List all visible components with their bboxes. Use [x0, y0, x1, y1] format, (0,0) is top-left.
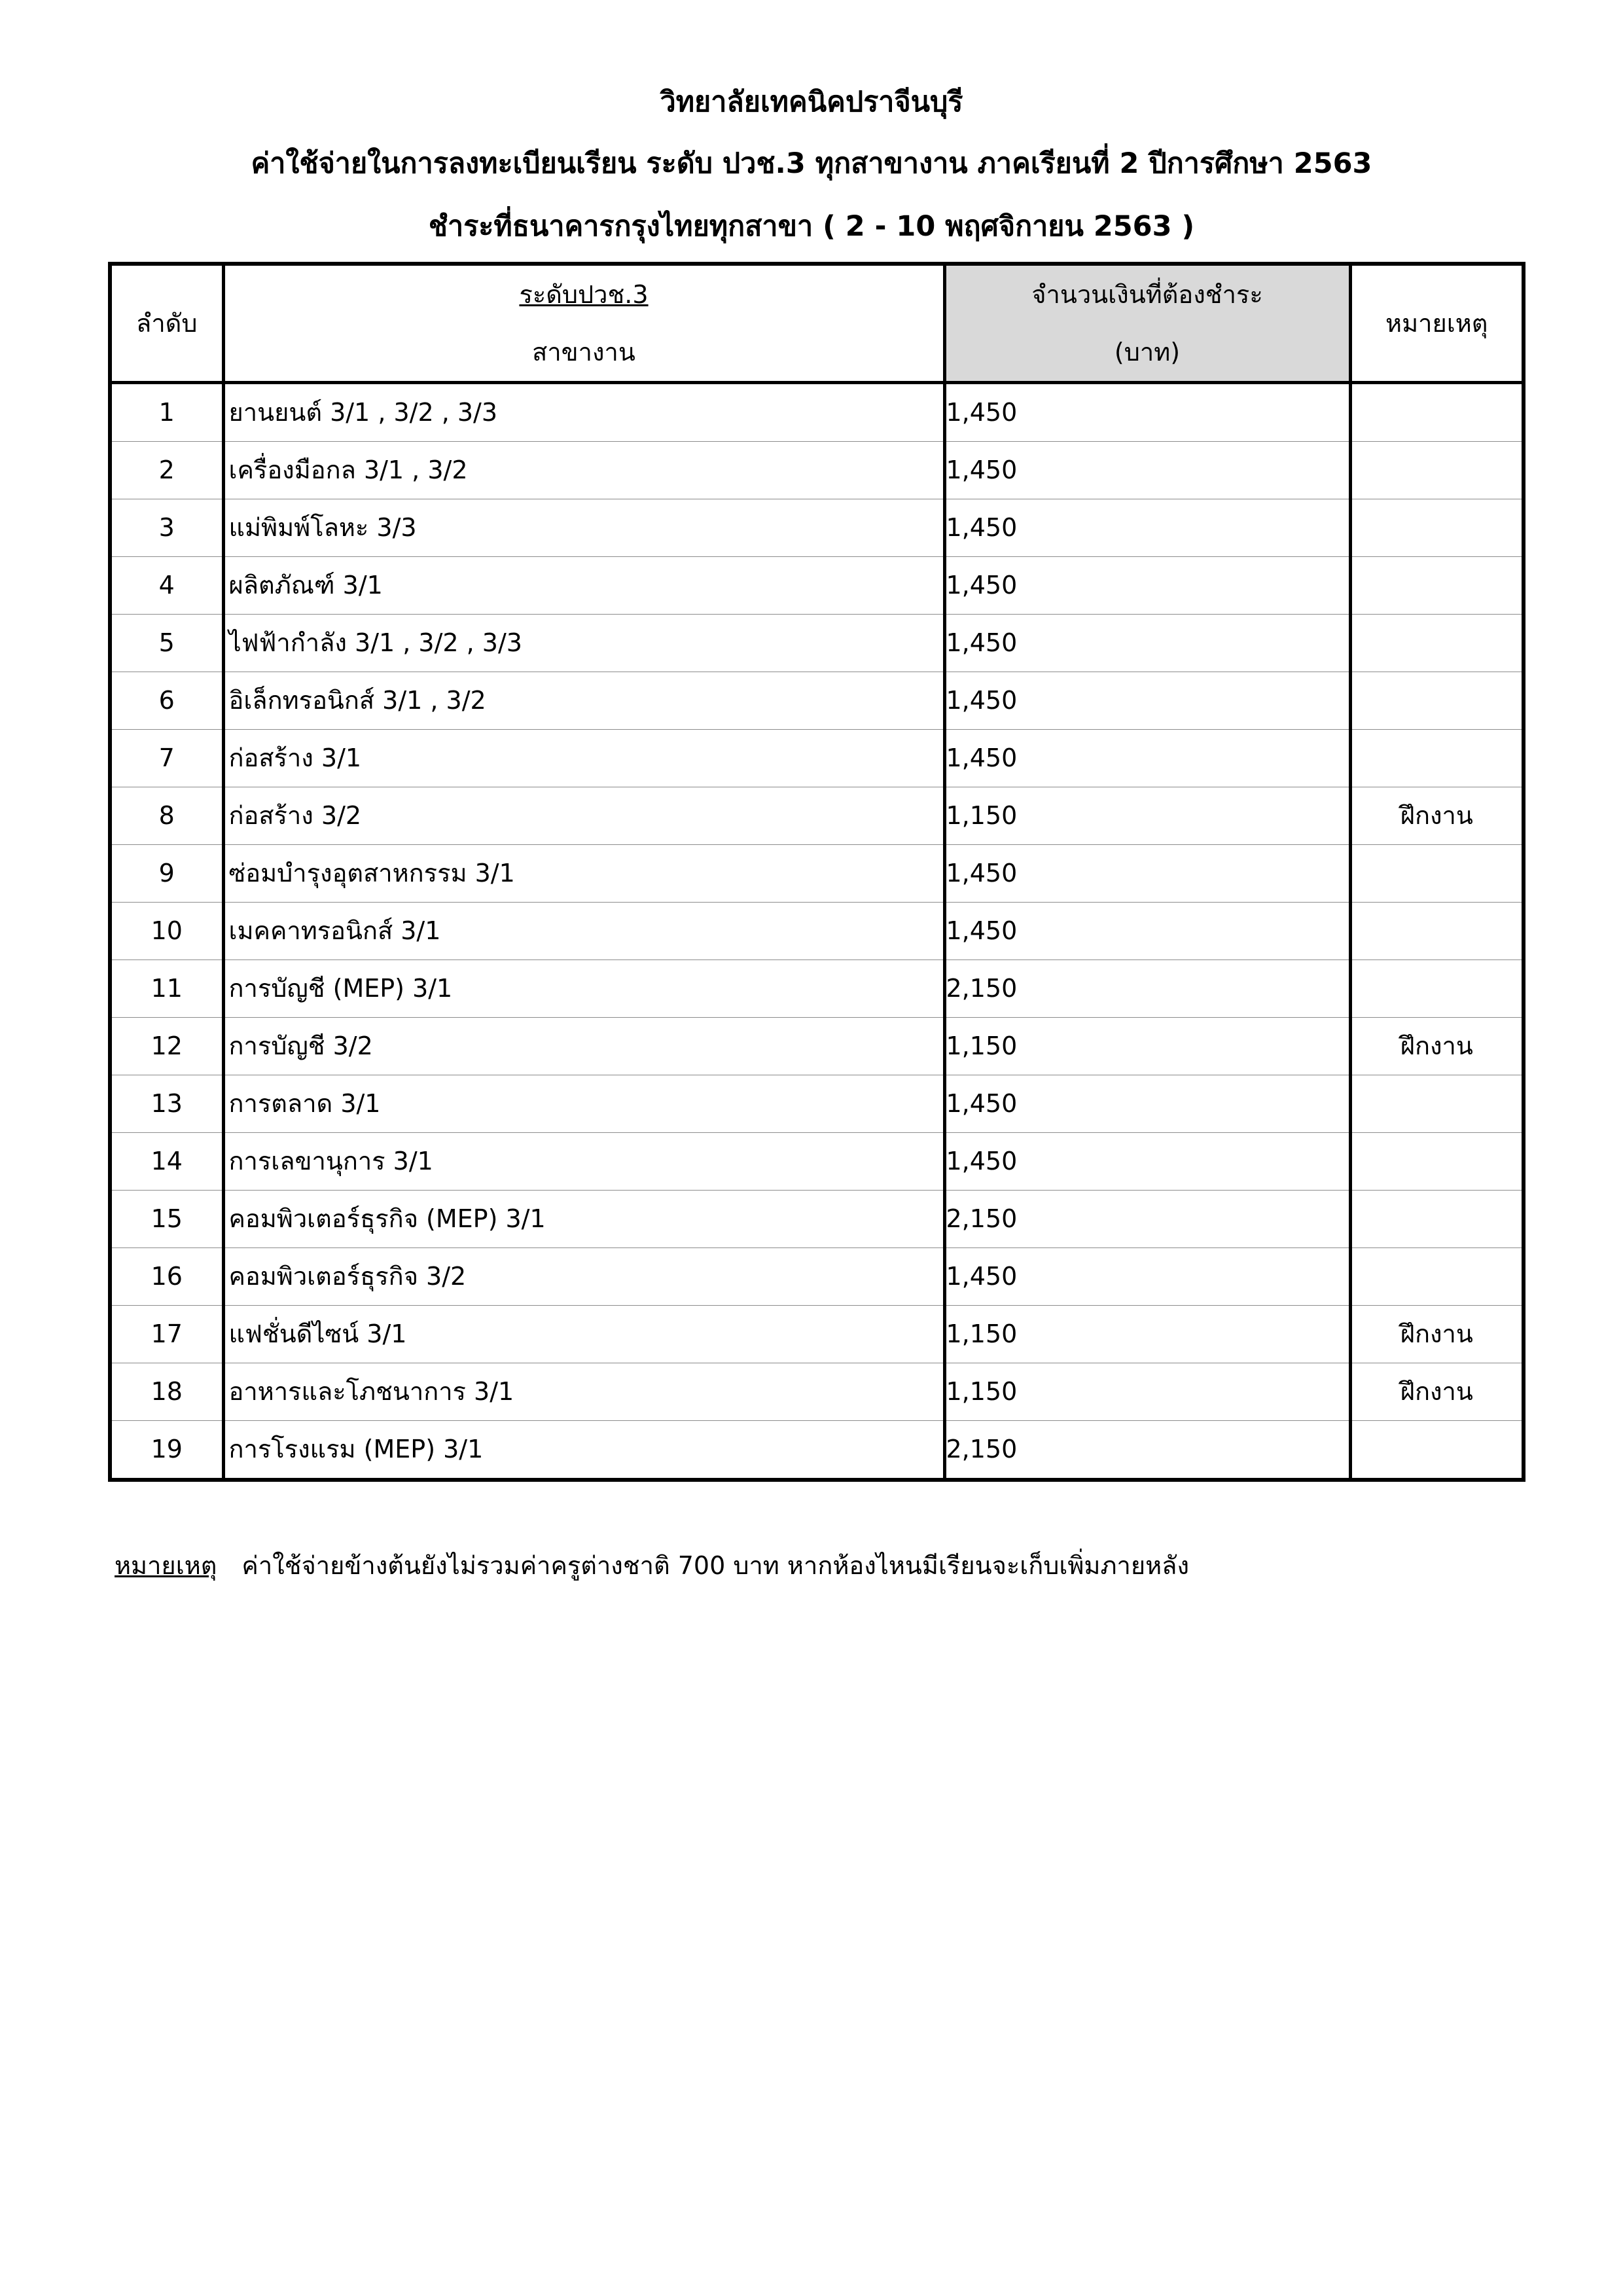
table-row	[110, 672, 1524, 730]
row-field-name: คอมพิวเตอร์ธุรกิจ (MEP) 3/1	[223, 1191, 944, 1248]
row-number: 14	[110, 1133, 223, 1191]
row-number: 9	[110, 845, 223, 903]
row-note	[1350, 960, 1524, 1018]
row-field-name: ไฟฟ้ากำลัง 3/1 , 3/2 , 3/3	[223, 615, 944, 672]
row-amount: 1,450	[944, 615, 1350, 672]
row-number: 17	[110, 1306, 223, 1363]
row-note	[1350, 1075, 1524, 1133]
row-field-name: การบัญชี (MEP) 3/1	[223, 960, 944, 1018]
row-amount: 1,450	[944, 845, 1350, 903]
row-field-name: อิเล็กทรอนิกส์ 3/1 , 3/2	[223, 672, 944, 730]
table-row	[110, 557, 1524, 615]
row-number: 12	[110, 1018, 223, 1075]
row-field-name: การบัญชี 3/2	[223, 1018, 944, 1075]
college-title: วิทยาลัยเทคนิคปราจีนบุรี	[660, 86, 963, 118]
row-note	[1350, 1421, 1524, 1480]
header-field	[223, 264, 944, 383]
row-field-name: เครื่องมือกล 3/1 , 3/2	[223, 442, 944, 499]
row-number: 13	[110, 1075, 223, 1133]
document-subtitle: ค่าใช้จ่ายในการลงทะเบียนเรียน ระดับ ปวช.3 ทุกสาขางาน ภาคเรียนที่ 2 ปีการศึกษา 2563	[251, 147, 1372, 180]
row-number: 5	[110, 615, 223, 672]
header-note-label: หมายเหตุ	[1385, 309, 1488, 338]
row-amount: 1,450	[944, 499, 1350, 557]
row-number: 7	[110, 730, 223, 787]
row-note	[1350, 557, 1524, 615]
row-amount: 2,150	[944, 1191, 1350, 1248]
row-note	[1350, 499, 1524, 557]
row-number: 8	[110, 787, 223, 845]
row-field-name: ก่อสร้าง 3/2	[223, 787, 944, 845]
row-amount: 1,450	[944, 1133, 1350, 1191]
table-row	[110, 1248, 1524, 1306]
row-note	[1350, 730, 1524, 787]
row-note	[1350, 1248, 1524, 1306]
table-row	[110, 903, 1524, 960]
header-no-label: ลำดับ	[136, 309, 198, 338]
row-amount: 1,450	[944, 442, 1350, 499]
row-note: ฝึกงาน	[1350, 1306, 1524, 1363]
table-row	[110, 1363, 1524, 1421]
row-note	[1350, 1191, 1524, 1248]
row-number: 11	[110, 960, 223, 1018]
table-header-row	[110, 264, 1524, 383]
table-row	[110, 1075, 1524, 1133]
row-field-name: คอมพิวเตอร์ธุรกิจ 3/2	[223, 1248, 944, 1306]
row-amount: 1,150	[944, 787, 1350, 845]
table-row	[110, 383, 1524, 442]
row-amount: 1,450	[944, 1248, 1350, 1306]
row-amount: 2,150	[944, 960, 1350, 1018]
row-amount: 1,450	[944, 730, 1350, 787]
row-field-name: ยานยนต์ 3/1 , 3/2 , 3/3	[223, 383, 944, 442]
table-row	[110, 1421, 1524, 1480]
row-number: 4	[110, 557, 223, 615]
row-number: 19	[110, 1421, 223, 1480]
row-amount: 1,450	[944, 1075, 1350, 1133]
header-no	[110, 264, 223, 383]
row-field-name: แม่พิมพ์โลหะ 3/3	[223, 499, 944, 557]
header-field-label: สาขางาน	[532, 338, 635, 367]
row-field-name: เมคคาทรอนิกส์ 3/1	[223, 903, 944, 960]
row-amount: 2,150	[944, 1421, 1350, 1480]
row-number: 1	[110, 383, 223, 442]
row-note: ฝึกงาน	[1350, 1363, 1524, 1421]
table-row	[110, 442, 1524, 499]
row-field-name: ก่อสร้าง 3/1	[223, 730, 944, 787]
row-field-name: ซ่อมบำรุงอุตสาหกรรม 3/1	[223, 845, 944, 903]
header-level-label: ระดับปวช.3	[519, 280, 649, 309]
fee-table	[108, 262, 1525, 1482]
row-amount: 1,450	[944, 903, 1350, 960]
row-note	[1350, 383, 1524, 442]
row-note	[1350, 615, 1524, 672]
table-row	[110, 499, 1524, 557]
table-row	[110, 1018, 1524, 1075]
row-number: 10	[110, 903, 223, 960]
table-row	[110, 960, 1524, 1018]
table-body	[110, 383, 1524, 1480]
row-note	[1350, 1133, 1524, 1191]
row-note	[1350, 903, 1524, 960]
row-number: 16	[110, 1248, 223, 1306]
row-number: 6	[110, 672, 223, 730]
footnote-text: ค่าใช้จ่ายข้างต้นยังไม่รวมค่าครูต่างชาติ 700 บาท หากห้องไหนมีเรียนจะเก็บเพิ่มภายหลัง	[241, 1551, 1190, 1580]
footnote-label: หมายเหตุ	[115, 1551, 217, 1580]
row-note	[1350, 442, 1524, 499]
payment-info: ชำระที่ธนาคารกรุงไทยทุกสาขา ( 2 - 10 พฤศจิกายน 2563 )	[428, 210, 1195, 243]
row-field-name: ผลิตภัณฑ์ 3/1	[223, 557, 944, 615]
table-row	[110, 615, 1524, 672]
table-row	[110, 1133, 1524, 1191]
header-amount	[944, 264, 1350, 383]
row-amount: 1,150	[944, 1018, 1350, 1075]
row-number: 18	[110, 1363, 223, 1421]
table-row	[110, 1191, 1524, 1248]
row-amount: 1,150	[944, 1306, 1350, 1363]
row-note: ฝึกงาน	[1350, 1018, 1524, 1075]
row-field-name: การตลาด 3/1	[223, 1075, 944, 1133]
row-field-name: การเลขานุการ 3/1	[223, 1133, 944, 1191]
row-number: 15	[110, 1191, 223, 1248]
row-note: ฝึกงาน	[1350, 787, 1524, 845]
table-row	[110, 730, 1524, 787]
row-number: 2	[110, 442, 223, 499]
row-amount: 1,450	[944, 672, 1350, 730]
row-amount: 1,450	[944, 557, 1350, 615]
header-note	[1350, 264, 1524, 383]
row-note	[1350, 672, 1524, 730]
row-field-name: อาหารและโภชนาการ 3/1	[223, 1363, 944, 1421]
footnote	[115, 1546, 1189, 1585]
row-field-name: แฟชั่นดีไซน์ 3/1	[223, 1306, 944, 1363]
table-row	[110, 1306, 1524, 1363]
row-amount: 1,450	[944, 383, 1350, 442]
table-row	[110, 787, 1524, 845]
row-field-name: การโรงแรม (MEP) 3/1	[223, 1421, 944, 1480]
row-amount: 1,150	[944, 1363, 1350, 1421]
header-unit-label: (บาท)	[1114, 338, 1181, 367]
table-row	[110, 845, 1524, 903]
row-number: 3	[110, 499, 223, 557]
header-amount-label: จำนวนเงินที่ต้องชำระ	[1031, 280, 1263, 309]
row-note	[1350, 845, 1524, 903]
